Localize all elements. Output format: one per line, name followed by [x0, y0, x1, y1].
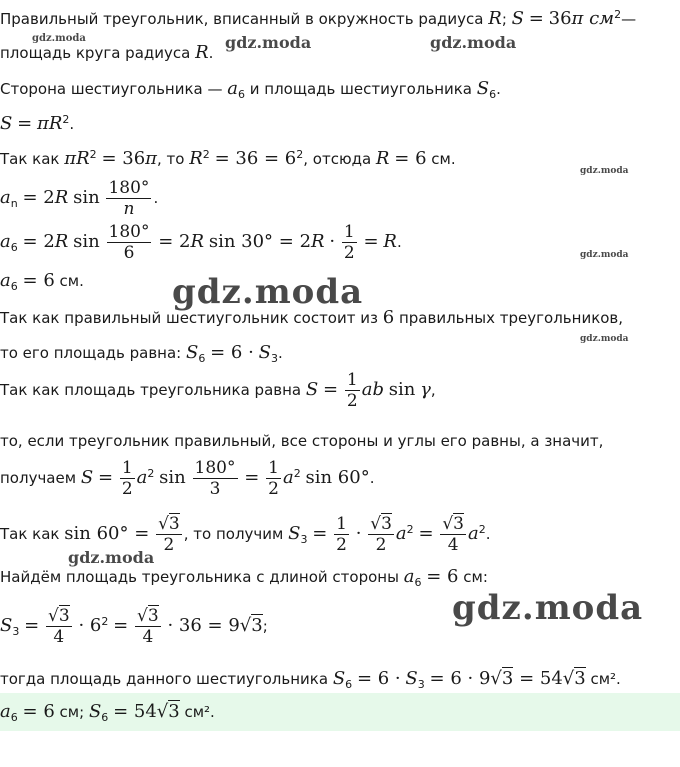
watermark: gdz.moda: [580, 250, 629, 260]
line-16: $S_3$ = $\frac{√3}{4}$ · $6^2$ = $\frac{√3}{4}$ · 36 = 9√3;: [0, 606, 268, 647]
line-5: Так как $\pi R^2 = 36\pi$, то $R^2 = 36 = 6^2$, отсюда R = 6 см.: [0, 148, 456, 169]
watermark: gdz.moda: [225, 33, 312, 52]
line-3: Сторона шестиугольника — $a_6$ и площадь шестиугольника $S_6$.: [0, 78, 501, 101]
line-2: площадь круга радиуса R.: [0, 42, 214, 63]
line-11: Так как площадь треугольника равна S = $\frac{1}{2}$ ab sin γ,: [0, 370, 436, 411]
line-4: $S = \pi R^2$.: [0, 113, 75, 134]
line-9: Так как правильный шестиугольник состоит из 6 правильных треугольников,: [0, 307, 624, 328]
watermark: gdz.moda: [68, 548, 155, 567]
line-17: тогда площадь данного шестиугольника $S_6 = 6 \cdot S_3 = 6 \cdot 9√3 = 54√3$ см².: [0, 668, 621, 691]
line-12: то, если треугольник правильный, все стороны и углы его равны, а значит,: [0, 432, 604, 450]
line-8: $a_6 = 6$ см.: [0, 270, 84, 293]
watermark: gdz.moda: [32, 33, 86, 44]
watermark: gdz.moda: [452, 588, 644, 628]
answer-line: $a_6 = 6$ см; $S_6 = 54√3$ см².: [0, 701, 215, 724]
watermark: gdz.moda: [430, 33, 517, 52]
line-15: Найдём площадь треугольника с длиной стороны $a_6 = 6$ см:: [0, 566, 488, 589]
line-13: получаем S = $\frac{1}{2}$ $a^2$ sin $\frac{180^\circ}{3}$ = $\frac{1}{2}$ $a^2$ sin 60°.: [0, 458, 375, 499]
watermark: gdz.moda: [172, 272, 364, 312]
line-7: $a_6 = 2R$ sin $\frac{180^\circ}{6}$ = 2R sin 30° = 2R · $\frac{1}{2}$ = R.: [0, 222, 402, 263]
line-14: Так как sin 60° = $\frac{√3}{2}$ , то получим $S_3$ = $\frac{1}{2}$ · $\frac{√3}{2}$ $a^2$ = $\frac{√3}{4}$ $a^2$.: [0, 514, 491, 555]
line-6: $a_n = 2R$ sin $\frac{180^\circ}{n}$ .: [0, 178, 159, 219]
watermark: gdz.moda: [580, 166, 629, 176]
line-1: Правильный треугольник, вписанный в окружность радиуса R; S = 36π $см^2—$: [0, 8, 637, 29]
watermark: gdz.moda: [580, 334, 629, 344]
line-10: то его площадь равна: $S_6 = 6 \cdot S_3$.: [0, 342, 283, 365]
